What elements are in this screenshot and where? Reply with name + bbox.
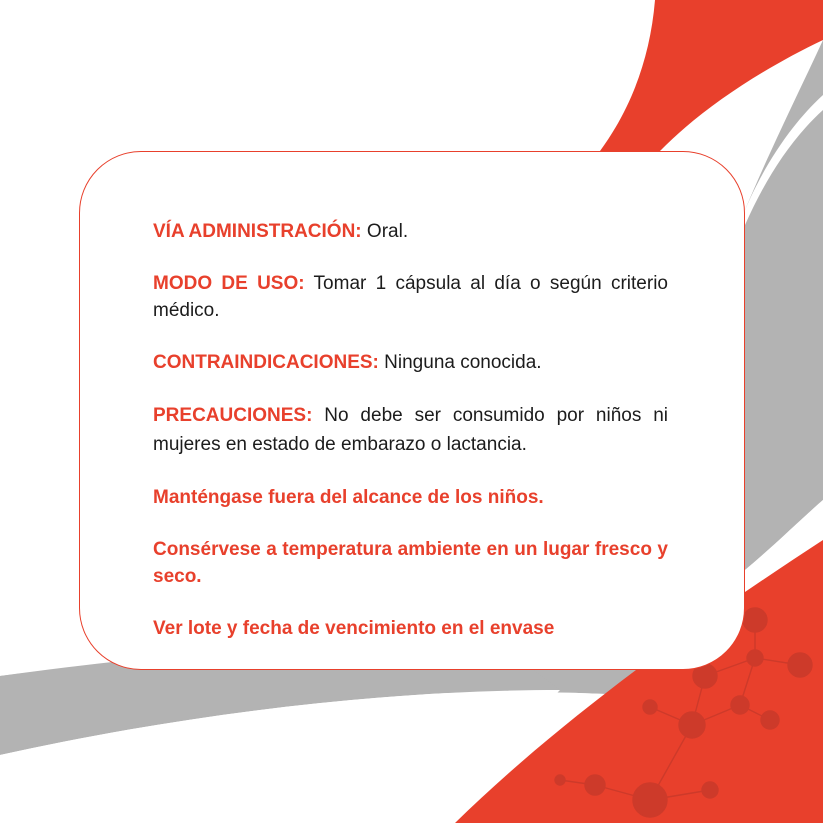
via-text: Oral.	[361, 221, 409, 242]
notice-mantengase: Manténgase fuera del alcance de los niños.	[153, 487, 544, 508]
notice-conservese: Consérvese a temperatura ambiente en un lugar fresco y seco.	[153, 539, 668, 587]
precauciones	[153, 401, 668, 459]
info-content	[153, 218, 668, 642]
modo-de-uso	[153, 270, 668, 324]
precauciones-text: No debe ser consumido por niños ni mujeres en estado de embarazo o lactancia.	[153, 405, 668, 455]
modo-text: Tomar 1 cápsula al día o según criterio médico.	[153, 273, 668, 321]
modo-label: MODO DE USO:	[153, 273, 305, 294]
via-label: VÍA ADMINISTRACIÓN:	[153, 221, 362, 242]
notice-lote: Ver lote y fecha de vencimiento en el envase	[153, 618, 555, 639]
contraindicaciones	[153, 349, 668, 376]
contra-label: CONTRAINDICACIONES:	[153, 352, 379, 373]
contra-text: Ninguna conocida.	[378, 352, 542, 373]
precauciones-label: PRECAUCIONES:	[153, 405, 313, 426]
via-administracion	[153, 218, 668, 245]
